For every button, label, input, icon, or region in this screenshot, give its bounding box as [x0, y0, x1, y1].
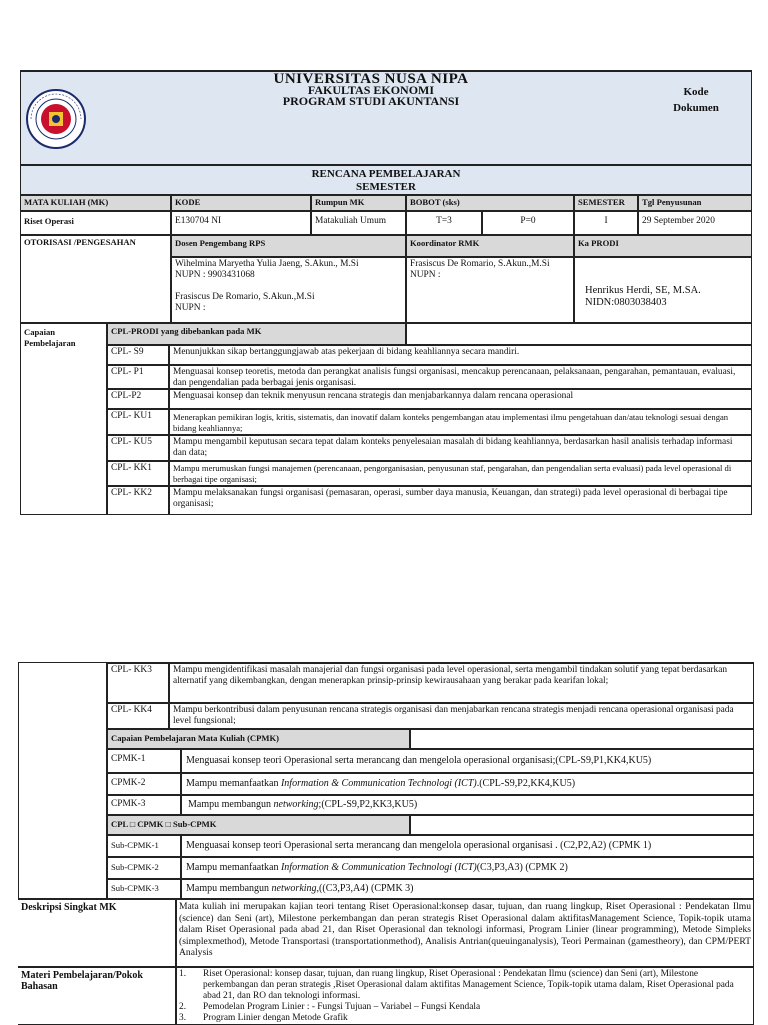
- doc-code-sub-label: Dokumen: [673, 102, 719, 114]
- cpl-code: CPL- P1: [107, 365, 169, 389]
- course-name: Riset Operasi: [20, 211, 171, 235]
- col-header-kode: KODE: [171, 195, 311, 211]
- document-title: RENCANA PEMBELAJARAN SEMESTER: [20, 165, 752, 195]
- koordinator-name: Frasiscus De Romario, S.Akun.,M.Si NUPN :: [406, 257, 574, 323]
- cpl-code: CPL- KK4: [107, 703, 169, 729]
- cpl-text: Mampu mengidentifikasi masalah manajerial dan fungsi organisasi pada level operasional, serta mengambil tindakan solutif yang tepat berdasarkan alternatif yang dikembangkan, dengan menerapkan prinsip-prinsip kewirausahaan yang berakar pada kearifan lokal;: [169, 663, 754, 703]
- cpmk-code: CPMK-3: [107, 795, 181, 815]
- cpl-code: CPL- KK1: [107, 461, 169, 486]
- cpl-code: CPL- KK3: [107, 663, 169, 703]
- course-bobot-p: P=0: [482, 211, 574, 235]
- cpmk-code: CPMK-1: [107, 749, 181, 773]
- col-header-tgl: Tgl Penyusunan: [638, 195, 752, 211]
- otorisasi-label: OTORISASI /PENGESAHAN: [20, 235, 171, 323]
- cpl-text: Menerapkan pemikiran logis, kritis, sistematis, dan inovatif dalam konteks pengembangan atau implementasi ilmu pengetahuan dan/atau teknologi sesuai dengan bidang keahliannya;: [169, 409, 752, 435]
- sub-cpmk-code: Sub-CPMK-2: [107, 857, 181, 879]
- list-item: 3. Program Linier dengan Metode Grafik: [179, 1013, 348, 1023]
- cpl-code: CPL-P2: [107, 389, 169, 409]
- university-logo: [25, 88, 87, 150]
- header-block: [20, 70, 752, 165]
- doc-code-label: Kode: [683, 86, 709, 98]
- cpl-text: Mampu mengambil keputusan secara tepat dalam konteks penyelesaian masalah di bidang keahliannya, berdasarkan hasil analisis terhadap informasi dan data;: [169, 435, 752, 461]
- course-code: E130704 NI: [171, 211, 311, 235]
- materi-list: [176, 967, 754, 1025]
- course-bobot-t: T=3: [406, 211, 482, 235]
- university-name: UNIVERSITAS NUSA NIPA: [273, 71, 469, 87]
- col-header-mk: MATA KULIAH (MK): [20, 195, 171, 211]
- dosen-names: Wihelmina Maryetha Yulia Jaeng, S.Akun., M.Si NUPN : 9903431068 Frasiscus De Romario, S.Akun.,M.Si NUPN :: [171, 257, 406, 323]
- capaian-label: Capaian Pembelajaran: [20, 323, 107, 515]
- cpmk-header: Capaian Pembelajaran Mata Kuliah (CPMK): [107, 729, 410, 749]
- kaprodi-label: Ka PRODI: [574, 235, 752, 257]
- faculty-name: FAKULTAS EKONOMI: [307, 83, 435, 97]
- cpl-text: Menunjukkan sikap bertanggungjawab atas pekerjaan di bidang keahliannya secara mandiri.: [169, 345, 752, 365]
- cpl-code: CPL- KU1: [107, 409, 169, 435]
- koordinator-label: Koordinator RMK: [406, 235, 574, 257]
- sub-cpmk-text: Mampu memanfaatkan Information & Communication Technologi (ICT)(C3,P3,A3) (CPMK 2): [181, 857, 754, 879]
- course-tgl: 29 September 2020: [638, 211, 752, 235]
- list-item: 2. Pemodelan Program Linier : - Fungsi Tujuan – Variabel – Fungsi Kendala: [179, 1002, 481, 1012]
- deskripsi-text: Mata kuliah ini merupakan kajian teori tentang Riset Operasional:konsep dasar, tujuan, dan ruang lingkup, Riset Operasional : Pendekatan Ilmu (science) dan Seni (art), Milestone perkembangan dan peran strategis Riset Operasional dalam aktifitasManagement Science, Topik-topik utama dalam Riset Operasional pada abad 21, dan Riset Operasional dan teknologi informasi, Program Linier (linear programming), Metode Simpleks (simplexmethod), Metode Transportasi (transportationmethod), Analisis Antrian(queuinganalysis), Teori Permainan (gamestheory), dan CPM/PERT Analysis: [176, 899, 754, 967]
- cpl-code: CPL- KU5: [107, 435, 169, 461]
- cpmk-code: CPMK-2: [107, 773, 181, 795]
- cpmk-text: Mampu membangun networking;(CPL-S9,P2,KK3,KU5): [181, 795, 754, 815]
- sub-cpmk-text: Mampu membangun networking,((C3,P3,A4) (CPMK 3): [181, 879, 754, 899]
- cpl-text: Menguasai konsep teoretis, metoda dan perangkat analisis fungsi organisasi, mencakup perencanaan, pelaksanaan, pengarahan, pemantauan, evaluasi, dan pengendalian pada berbagai jenis organisasi.: [169, 365, 752, 389]
- sub-cpmk-header: CPL □ CPMK □ Sub-CPMK: [107, 815, 410, 835]
- page-1: [20, 70, 752, 515]
- col-header-semester: SEMESTER: [574, 195, 638, 211]
- cpl-code: CPL- KK2: [107, 486, 169, 515]
- course-semester: I: [574, 211, 638, 235]
- sub-cpmk-code: Sub-CPMK-3: [107, 879, 181, 899]
- cpl-text: Mampu merumuskan fungsi manajemen (perencanaan, pengorganisasian, penyusunan staf, pengarahan, dan pengendalian serta evaluasi) pada level operasional di berbagai tipe organisasi;: [169, 461, 752, 486]
- cpl-code: CPL- S9: [107, 345, 169, 365]
- list-item: 1. Riset Operasional: konsep dasar, tujuan, dan ruang lingkup, Riset Operasional : Pendekatan Ilmu (science) dan Seni (art), Milestone perkembangan dan peran strategis ,Riset Operasional dalam aktifitas Management Science, Topik-topik utama dalam, Riset Operasional pada abad 21, dan RO dan teknologi informasi.: [179, 969, 734, 1001]
- cpl-text: Mampu berkontribusi dalam penyusunan rencana strategis organisasi dan menjabarkan rencana strategis menjadi rencana operasional organisasi pada level fungsional;: [169, 703, 754, 729]
- cpmk-text: Menguasai konsep teori Operasional serta merancang dan mengelola operasional organisasi;(CPL-S9,P1,KK4,KU5): [181, 749, 754, 773]
- cpl-text: Menguasai konsep dan teknik menyusun rencana strategis dan menjabarkannya dalam rencana operasional: [169, 389, 752, 409]
- materi-label: Materi Pembelajaran/Pokok Bahasan: [18, 967, 176, 1025]
- kaprodi-name: Henrikus Herdi, SE, M.SA. NIDN:0803038403: [574, 257, 752, 323]
- course-rumpun: Matakuliah Umum: [311, 211, 406, 235]
- cpl-prodi-header: CPL-PRODI yang dibebankan pada MK: [107, 323, 406, 345]
- cpmk-text: Mampu memanfaatkan Information & Communication Technologi (ICT).(CPL-S9,P2,KK4,KU5): [181, 773, 754, 795]
- col-header-rumpun: Rumpun MK: [311, 195, 406, 211]
- cpl-text: Mampu melaksanakan fungsi organisasi (pemasaran, operasi, sumber daya manusia, Keuangan, dan strategi) pada level operasional di berbagai tipe organisasi;: [169, 486, 752, 515]
- dosen-label: Dosen Pengembang RPS: [171, 235, 406, 257]
- page-2: [18, 662, 754, 1024]
- program-name: PROGRAM STUDI AKUNTANSI: [282, 94, 460, 108]
- sub-cpmk-text: Menguasai konsep teori Operasional serta merancang dan mengelola operasional organisasi . (C2,P2,A2) (CPMK 1): [181, 835, 754, 857]
- sub-cpmk-code: Sub-CPMK-1: [107, 835, 181, 857]
- col-header-bobot: BOBOT (sks): [406, 195, 574, 211]
- deskripsi-label: Deskripsi Singkat MK: [18, 899, 176, 967]
